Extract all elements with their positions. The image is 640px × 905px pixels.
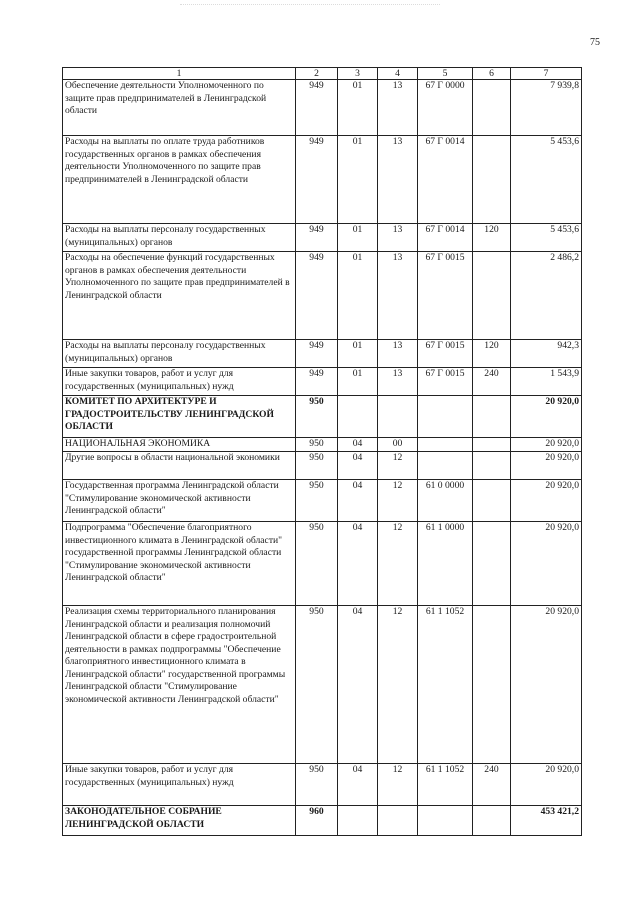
section-cell: 04 xyxy=(338,480,378,522)
page-number: 75 xyxy=(590,37,600,48)
section-cell xyxy=(338,806,378,836)
subsection-cell: 12 xyxy=(378,764,418,806)
table-row xyxy=(63,80,582,136)
section-cell: 04 xyxy=(338,438,378,452)
row-name-cell: Расходы на выплаты персоналу государственных (муниципальных) органов xyxy=(63,340,296,368)
code-cell: 949 xyxy=(296,224,338,252)
expense-type-cell xyxy=(473,252,511,340)
table-row xyxy=(63,764,582,806)
subsection-cell: 12 xyxy=(378,480,418,522)
expense-type-cell xyxy=(473,806,511,836)
header-cell: 1 xyxy=(63,68,296,80)
row-name-cell: Реализация схемы территориального планирования Ленинградской области и реализация полномочий Ленинградской области в сфере градостроительной деятельности в рамках подпрограммы "Обеспечение благоприятного инвестиционного климата в Ленинградской области" государственной программы Ленинградской области "Стимулирование экономической активности Ленинградской области" xyxy=(63,606,296,764)
row-name-cell: Подпрограмма "Обеспечение благоприятного инвестиционного климата в Ленинградской области" государственной программы Ленинградской области "Стимулирование экономической активности Ленинградской области" xyxy=(63,522,296,606)
table-row xyxy=(63,606,582,764)
row-name-cell: Иные закупки товаров, работ и услуг для государственных (муниципальных) нужд xyxy=(63,764,296,806)
subsection-cell: 13 xyxy=(378,80,418,136)
code-cell: 950 xyxy=(296,438,338,452)
expense-type-cell xyxy=(473,606,511,764)
header-cell: 7 xyxy=(511,68,582,80)
amount-cell: 20 920,0 xyxy=(511,522,582,606)
row-name-cell: Расходы на обеспечение функций государственных органов в рамках обеспечения деятельности Уполномоченного по защите прав предпринимателей в Ленинградской области xyxy=(63,252,296,340)
amount-cell: 20 920,0 xyxy=(511,764,582,806)
row-name-cell: ЗАКОНОДАТЕЛЬНОЕ СОБРАНИЕ ЛЕНИНГРАДСКОЙ ОБЛАСТИ xyxy=(63,806,296,836)
row-name-cell: Иные закупки товаров, работ и услуг для государственных (муниципальных) нужд xyxy=(63,368,296,396)
amount-cell: 453 421,2 xyxy=(511,806,582,836)
budget-table xyxy=(62,67,582,836)
section-cell: 04 xyxy=(338,764,378,806)
row-name-cell: Расходы на выплаты персоналу государственных (муниципальных) органов xyxy=(63,224,296,252)
row-name-cell: Обеспечение деятельности Уполномоченного по защите прав предпринимателей в Ленинградской области xyxy=(63,80,296,136)
section-cell: 01 xyxy=(338,80,378,136)
code-cell: 950 xyxy=(296,764,338,806)
header-cell: 4 xyxy=(378,68,418,80)
section-cell: 04 xyxy=(338,606,378,764)
expense-type-cell: 240 xyxy=(473,368,511,396)
expense-type-cell xyxy=(473,480,511,522)
expense-type-cell: 120 xyxy=(473,340,511,368)
header-cell: 5 xyxy=(418,68,473,80)
target-article-cell: 67 Г 0014 xyxy=(418,224,473,252)
target-article-cell: 61 1 1052 xyxy=(418,764,473,806)
table-row xyxy=(63,522,582,606)
header-cell: 2 xyxy=(296,68,338,80)
subsection-cell: 13 xyxy=(378,136,418,224)
expense-type-cell xyxy=(473,136,511,224)
subsection-cell: 12 xyxy=(378,452,418,480)
target-article-cell: 67 Г 0014 xyxy=(418,136,473,224)
subsection-cell xyxy=(378,396,418,438)
expense-type-cell xyxy=(473,80,511,136)
section-cell: 01 xyxy=(338,368,378,396)
code-cell: 949 xyxy=(296,252,338,340)
target-article-cell: 61 1 0000 xyxy=(418,522,473,606)
code-cell: 950 xyxy=(296,452,338,480)
expense-type-cell xyxy=(473,396,511,438)
subsection-cell: 12 xyxy=(378,522,418,606)
subsection-cell: 13 xyxy=(378,252,418,340)
row-name-cell: Другие вопросы в области национальной экономики xyxy=(63,452,296,480)
amount-cell: 20 920,0 xyxy=(511,480,582,522)
expense-type-cell: 240 xyxy=(473,764,511,806)
table-row xyxy=(63,806,582,836)
amount-cell: 20 920,0 xyxy=(511,438,582,452)
target-article-cell xyxy=(418,396,473,438)
amount-cell: 2 486,2 xyxy=(511,252,582,340)
subsection-cell: 13 xyxy=(378,368,418,396)
table-row xyxy=(63,340,582,368)
section-cell: 04 xyxy=(338,522,378,606)
code-cell: 949 xyxy=(296,340,338,368)
code-cell: 950 xyxy=(296,480,338,522)
scan-artifact xyxy=(180,4,440,6)
code-cell: 950 xyxy=(296,606,338,764)
amount-cell: 942,3 xyxy=(511,340,582,368)
target-article-cell: 67 Г 0000 xyxy=(418,80,473,136)
code-cell: 949 xyxy=(296,136,338,224)
table-row xyxy=(63,396,582,438)
subsection-cell: 00 xyxy=(378,438,418,452)
header-cell: 6 xyxy=(473,68,511,80)
section-cell: 01 xyxy=(338,340,378,368)
amount-cell: 7 939,8 xyxy=(511,80,582,136)
expense-type-cell xyxy=(473,522,511,606)
target-article-cell xyxy=(418,806,473,836)
target-article-cell xyxy=(418,438,473,452)
target-article-cell: 61 0 0000 xyxy=(418,480,473,522)
table-row xyxy=(63,252,582,340)
target-article-cell: 67 Г 0015 xyxy=(418,252,473,340)
amount-cell: 5 453,6 xyxy=(511,136,582,224)
target-article-cell xyxy=(418,452,473,480)
target-article-cell: 61 1 1052 xyxy=(418,606,473,764)
table-row xyxy=(63,368,582,396)
table-row xyxy=(63,438,582,452)
row-name-cell: Государственная программа Ленинградской области "Стимулирование экономической активности Ленинградской области" xyxy=(63,480,296,522)
subsection-cell: 13 xyxy=(378,340,418,368)
expense-type-cell xyxy=(473,438,511,452)
code-cell: 960 xyxy=(296,806,338,836)
expense-type-cell: 120 xyxy=(473,224,511,252)
amount-cell: 20 920,0 xyxy=(511,606,582,764)
amount-cell: 1 543,9 xyxy=(511,368,582,396)
code-cell: 950 xyxy=(296,522,338,606)
table-row xyxy=(63,452,582,480)
subsection-cell: 12 xyxy=(378,606,418,764)
code-cell: 949 xyxy=(296,80,338,136)
section-cell: 01 xyxy=(338,224,378,252)
section-cell xyxy=(338,396,378,438)
table-row xyxy=(63,224,582,252)
code-cell: 949 xyxy=(296,368,338,396)
section-cell: 01 xyxy=(338,136,378,224)
table-row xyxy=(63,480,582,522)
header-cell: 3 xyxy=(338,68,378,80)
table-row xyxy=(63,136,582,224)
header-row xyxy=(63,68,582,80)
section-cell: 01 xyxy=(338,252,378,340)
amount-cell: 20 920,0 xyxy=(511,396,582,438)
target-article-cell: 67 Г 0015 xyxy=(418,368,473,396)
amount-cell: 20 920,0 xyxy=(511,452,582,480)
expense-type-cell xyxy=(473,452,511,480)
code-cell: 950 xyxy=(296,396,338,438)
row-name-cell: КОМИТЕТ ПО АРХИТЕКТУРЕ И ГРАДОСТРОИТЕЛЬСТВУ ЛЕНИНГРАДСКОЙ ОБЛАСТИ xyxy=(63,396,296,438)
amount-cell: 5 453,6 xyxy=(511,224,582,252)
subsection-cell xyxy=(378,806,418,836)
row-name-cell: Расходы на выплаты по оплате труда работников государственных органов в рамках обеспечения деятельности Уполномоченного по защите прав предпринимателей в Ленинградской области xyxy=(63,136,296,224)
row-name-cell: НАЦИОНАЛЬНАЯ ЭКОНОМИКА xyxy=(63,438,296,452)
subsection-cell: 13 xyxy=(378,224,418,252)
target-article-cell: 67 Г 0015 xyxy=(418,340,473,368)
section-cell: 04 xyxy=(338,452,378,480)
